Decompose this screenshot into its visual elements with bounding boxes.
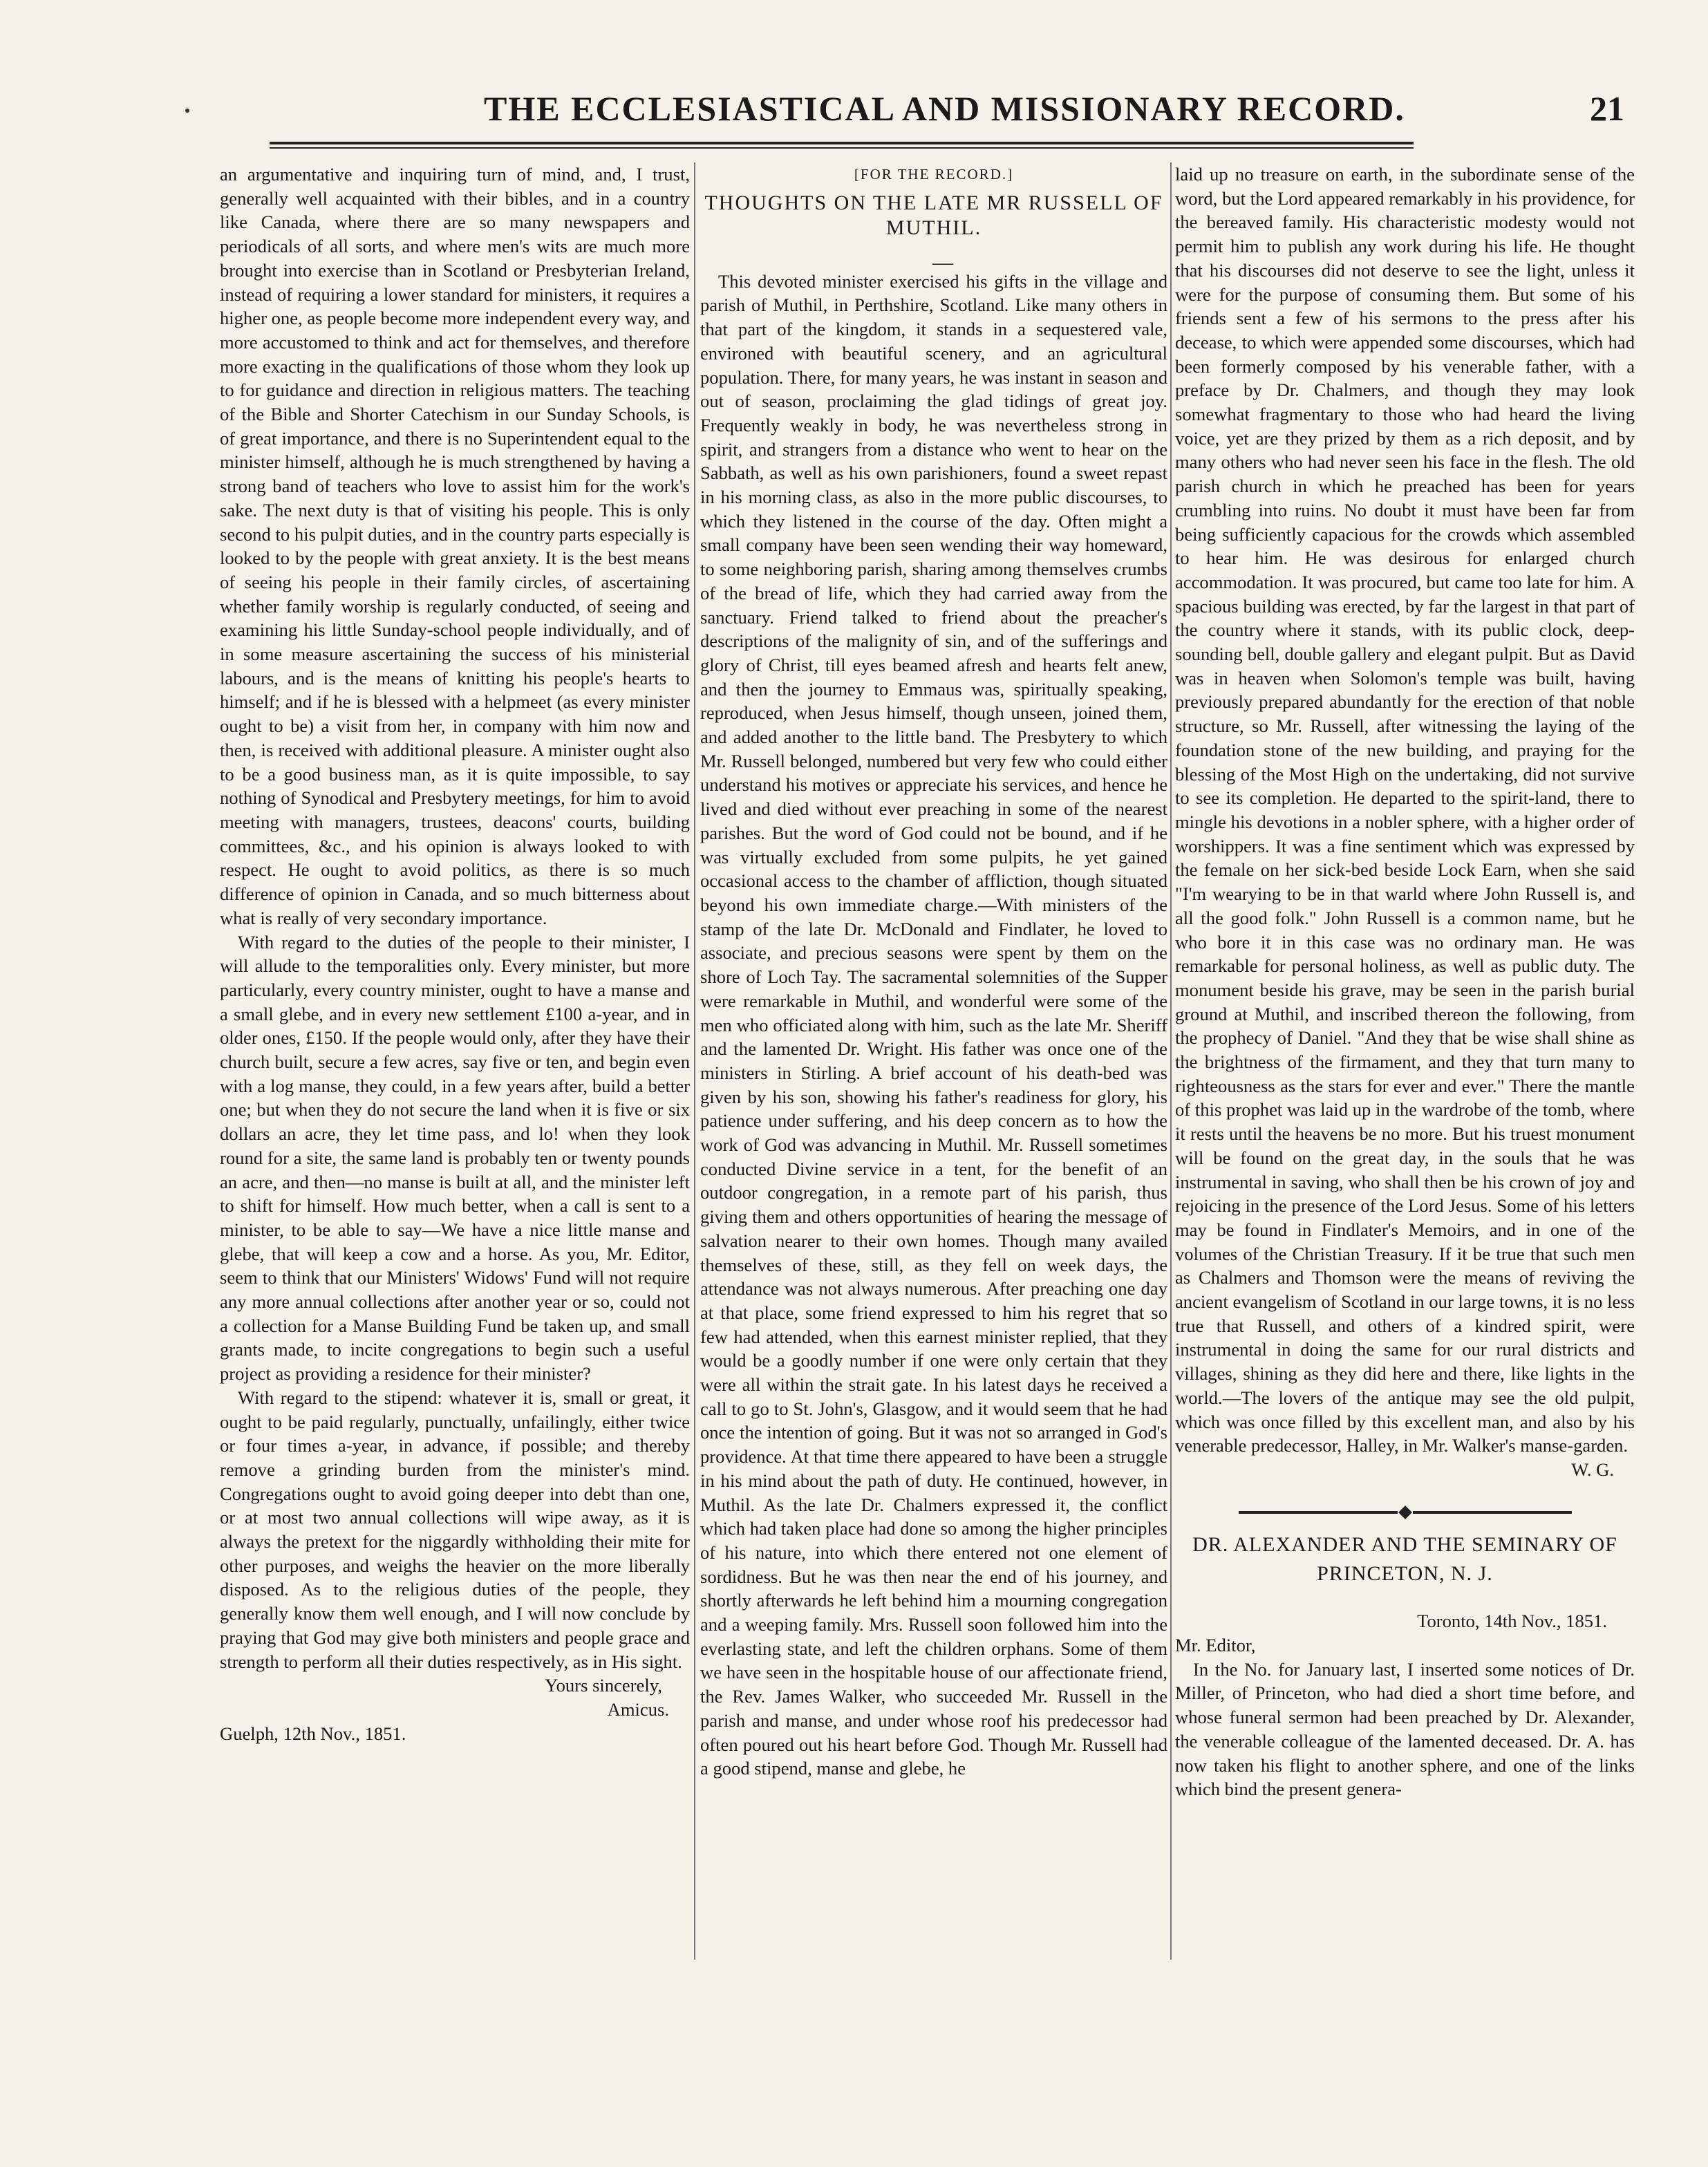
- ink-speck: [185, 109, 189, 113]
- article-headline: THOUGHTS ON THE LATE MR RUSSELL OF MUTHIL.: [704, 191, 1163, 239]
- letter-paragraph-2: With regard to the duties of the people to their minister, I will allude to the temporalities only. Every minister, but more particularly, every country minister, ought to have a manse and a small glebe, and in every new settlement £100 a-year, and in older ones, £150. If the people would only, after they have their church built, secure a few acres, say five or ten, and begin even with a log manse, they could, in a few years after, build a better one; but when they do not secure the land when it is five or six dollars an acre, they let time pass, and lo! when they look round for a site, the same land is probably ten or twenty pounds an acre, and then—no manse is built at all, and the minister left to shift for himself. How much better, when a call is sent to a minister, to be able to say—We have a nice little manse and glebe, that will keep a cow and a horse. As you, Mr. Editor, seem to think that our Ministers' Widows' Fund will not require any more annual collections after another year or so, could not a collection for a Manse Building Fund be taken up, and small grants made, to incite congregations to begin such a useful project as providing a residence for their minister?: [220, 931, 690, 1385]
- letter-signature: Amicus.: [607, 1699, 669, 1720]
- page-number: 21: [1590, 89, 1624, 128]
- second-article-paragraph-1: In the No. for January last, I inserted some notices of Dr. Miller, of Princeton, who had died a short time before, and whose funeral sermon had been preached by Dr. Alexander, the venerable colleague of the lamented deceased. Dr. A. has now taken his flight to another sphere, and one of the links which bind the present genera-: [1175, 1658, 1635, 1800]
- running-title: THE ECCLESIASTICAL AND MISSIONARY RECORD.: [484, 89, 1405, 128]
- article-paragraph-1: This devoted minister exercised his gifts in the village and parish of Muthil, in Perthshire, Scotland. Like many others in that part of the kingdom, it stands in a sequestered vale, environed with beautiful scenery, and an agricultural population. There, for many years, he was instant in season and out of season, proclaiming the glad tidings of great joy. Frequently weakly in body, he was nevertheless strong in spirit, and strangers from a distance who went to hear on the Sabbath, as well as his own parishioners, found a sweet repast in his morning class, as also in the more public discourses, to which they listened in the course of the day. Often might a small company have been seen wending their way homeward, to some neighboring parish, sharing among themselves crumbs of the bread of life, which they had carried away from the sanctuary. Friend talked to friend about the preacher's descriptions of the malignity of sin, and of the sufferings and glory of Christ, till eyes beamed afresh and hearts felt anew, and then the journey to Emmaus was, spiritually speaking, reproduced, when Jesus himself, though unseen, joined them, and added another to the little band. The Presbytery to which Mr. Russell belonged, numbered but very few who could either understand his motives or appreciate his services, and hence he lived and died without ever preaching in some of the nearest parishes. But the word of God could not be bound, and if he was virtually excluded from some pulpits, he yet gained occasional access to the chamber of affliction, though situated beyond his own immediate charge.—With ministers of the stamp of the late Dr. McDonald and Findlater, he loved to associate, and precious seasons were spent by them on the shore of Loch Tay. The sacramental solemnities of the Supper were remarkable in Muthil, and wonderful were some of the men who officiated along with him, such as the late Mr. Sheriff and the lamented Dr. Wright. His father was once one of the ministers in Stirling. A brief account of his death-bed was given by his son, showing his father's readiness for glory, his patience under suffering, and his deep concern as to how the work of God was advancing in Muthil. Mr. Russell sometimes conducted Divine service in a tent, for the benefit of an outdoor congregation, in a remote part of his parish, thus giving them and others opportunities of hearing the message of salvation nearer to their own homes. Though many availed themselves of these, still, as they fell on week days, the attendance was not always numerous. After preaching one day at that place, some friend expressed to him his regret that so few had attended, when this earnest minister replied, that they would be a goodly number if one were only certain that they were all within the strait gate. In his latest days he received a call to go to St. John's, Glasgow, and it would seem that he had once the intention of going. But it was not so arranged in God's providence. At that time there appeared to have been a struggle in his mind about the path of duty. He continued, however, in Muthil. As the late Dr. Chalmers expressed it, the conflict which had taken place had done so among the higher principles of his nature, into which there entered not one element of sordidness. But he was then near the end of his journey, and shortly afterwards he left behind him a mourning congregation and a weeping family. Mrs. Russell soon followed him into the everlasting state, and left the children orphans. Some of them we have seen in the hospitable house of our affectionate friend, the Rev. James Walker, who succeeded Mr. Russell in the parish and manse, and under whose roof his predecessor had often poured out his heart before God. Though Mr. Russell had a good stipend, manse and glebe, he: [700, 270, 1167, 1779]
- column-1: [220, 162, 690, 2139]
- article-source-label: [FOR THE RECORD.]: [854, 166, 1014, 182]
- headline-dash: —: [932, 250, 953, 274]
- header-rule-thick: [270, 142, 1414, 144]
- letter-paragraph-1: an argumentative and inquiring turn of mind, and, I trust, generally well acquainted with their bibles, and in a country like Canada, where there are so many newspapers and periodicals of all sorts, and where men's wits are much more brought into exercise than in Scotland or Presbyterian Ireland, instead of requiring a lower standard for ministers, it requires a higher one, as people become more independent every way, and more accustomed to think and act for themselves, and therefore more exacting in the qualifications of those whom they look up to for guidance and direction in religious matters. The teaching of the Bible and Shorter Catechism in our Sunday Schools, is of great importance, and there is no Superintendent equal to the minister himself, although he is much strengthened by having a strong band of teachers who love to assist him for the work's sake. The next duty is that of visiting his people. This is only second to his pulpit duties, and in the country parts especially is looked to by the people with great anxiety. It is the best means of seeing his people in their family circles, of ascertaining whether family worship is regularly conducted, of seeing and examining his little Sunday-school people individually, and of in some measure ascertaining the success of his ministerial labours, and is the means of knitting his people's hearts to himself; and if he is blessed with a helpmeet (as every minister ought to be) a visit from her, in company with him now and then, is received with additional pleasure. A minister ought also to be a good business man, as it is quite impossible, to say nothing of Synodical and Presbytery meetings, for him to avoid meeting with managers, trustees, deacons' courts, building committees, &c., and his opinion is always looked to with respect. He ought to avoid politics, as there is so much difference of opinion in Canada, and so much bitterness about what is really of very secondary importance.: [220, 164, 690, 928]
- second-article-headline: DR. ALEXANDER AND THE SEMINARY OF PRINCETON, N. J.: [1192, 1533, 1617, 1586]
- letter-closing: Yours sincerely,: [545, 1675, 662, 1696]
- column-3: [1175, 162, 1635, 2139]
- header-rule-thin: [270, 147, 1414, 149]
- second-article-dateline: Toronto, 14th Nov., 1851.: [1417, 1611, 1607, 1632]
- letter-paragraph-3: With regard to the stipend: whatever it is, small or great, it ought to be paid regularly, punctually, unfailingly, either twice or four times a-year, in advance, if possible; and thereby remove a grinding burden from the minister's mind. Congregations ought to avoid going deeper into debt than one, or at most two annual collections will wipe away, as it is always the pretext for the niggardly withholding their mite for other purposes, and weighs the heavier on the more liberally disposed. As to the religious duties of the people, they generally know them well enough, and I will now conclude by praying that God may give both ministers and people grace and strength to perform all their duties respectively, as in His sight.: [220, 1387, 690, 1672]
- letter-dateline: Guelph, 12th Nov., 1851.: [220, 1723, 406, 1744]
- section-ornament: [1175, 1499, 1635, 1523]
- column-divider-1: [694, 162, 695, 1960]
- column-divider-2: [1170, 162, 1172, 1960]
- page-header: [214, 82, 1624, 137]
- article-continuation: laid up no treasure on earth, in the subordinate sense of the word, but the Lord appeared remarkably in his providence, for the bereaved family. His characteristic modesty would not permit him to publish any work during his life. He thought that his discourses did not deserve to see the light, unless it were for the purpose of consuming them. But some of his friends sent a few of his sermons to the press after his decease, to which were appended some discourses, which had been formerly composed by his venerable father, with a preface by Dr. Chalmers, and though they may look somewhat fragmentary to those who had heard the living voice, yet are they prized by them as a rich deposit, and by many others who had never seen his face in the flesh. The old parish church in which he preached has been for years crumbling into ruins. No doubt it must have been far from being sufficiently capacious for the crowds which assembled to hear him. He was desirous for enlarged church accommodation. It was procured, but came too late for him. A spacious building was erected, by far the largest in that part of the country where it stands, with its public clock, deep-sounding bell, double gallery and elegant pulpit. But as David was in heaven when Solomon's temple was built, having previously prepared abundantly for the erection of that noble structure, so Mr. Russell, after witnessing the laying of the foundation stone of the new building, and praying for the blessing of the Most High on the undertaking, did not survive to see its completion. He departed to the spirit-land, there to mingle his devotions in a nobler sphere, with a higher order of worshippers. It was a fine sentiment which was expressed by the female on her sick-bed beside Lock Earn, when she said "I'm wearying to be in that warld where John Russell is, and all the good folk." John Russell is a common name, but he who bore it in this case was no ordinary man. He was remarkable for personal holiness, as well as public duty. The monument beside his grave, may be seen in the parish burial ground at Muthil, and inscribed thereon the following, from the prophecy of Daniel. "And they that be wise shall shine as the brightness of the firmament, and they that turn many to righteousness as the stars for ever and ever." There the mantle of this prophet was laid up in the wardrobe of the tomb, where it rests until the heavens be no more. But his truest monument will be found on the great day, in the souls that he was instrumental in saving, who shall then be his crown of joy and rejoicing in the presence of the Lord Jesus. Some of his letters may be found in Findlater's Memoirs, and in one of the volumes of the Christian Treasury. If it be true that such men as Chalmers and Thomson were the means of reviving the ancient evangelism of Scotland in our large towns, it is no less true that Russell, and others of a kindred spirit, were instrumental in doing the same for our rural districts and villages, shining as they did here and there, like lights in the world.—The lovers of the antique may see the old pulpit, which was once filled by this excellent man, and also by his venerable predecessor, Halley, in Mr. Walker's manse-garden.: [1175, 164, 1635, 1456]
- column-2: [700, 162, 1167, 2139]
- second-article-salutation: Mr. Editor,: [1175, 1635, 1256, 1656]
- article-signature: W. G.: [1571, 1458, 1614, 1480]
